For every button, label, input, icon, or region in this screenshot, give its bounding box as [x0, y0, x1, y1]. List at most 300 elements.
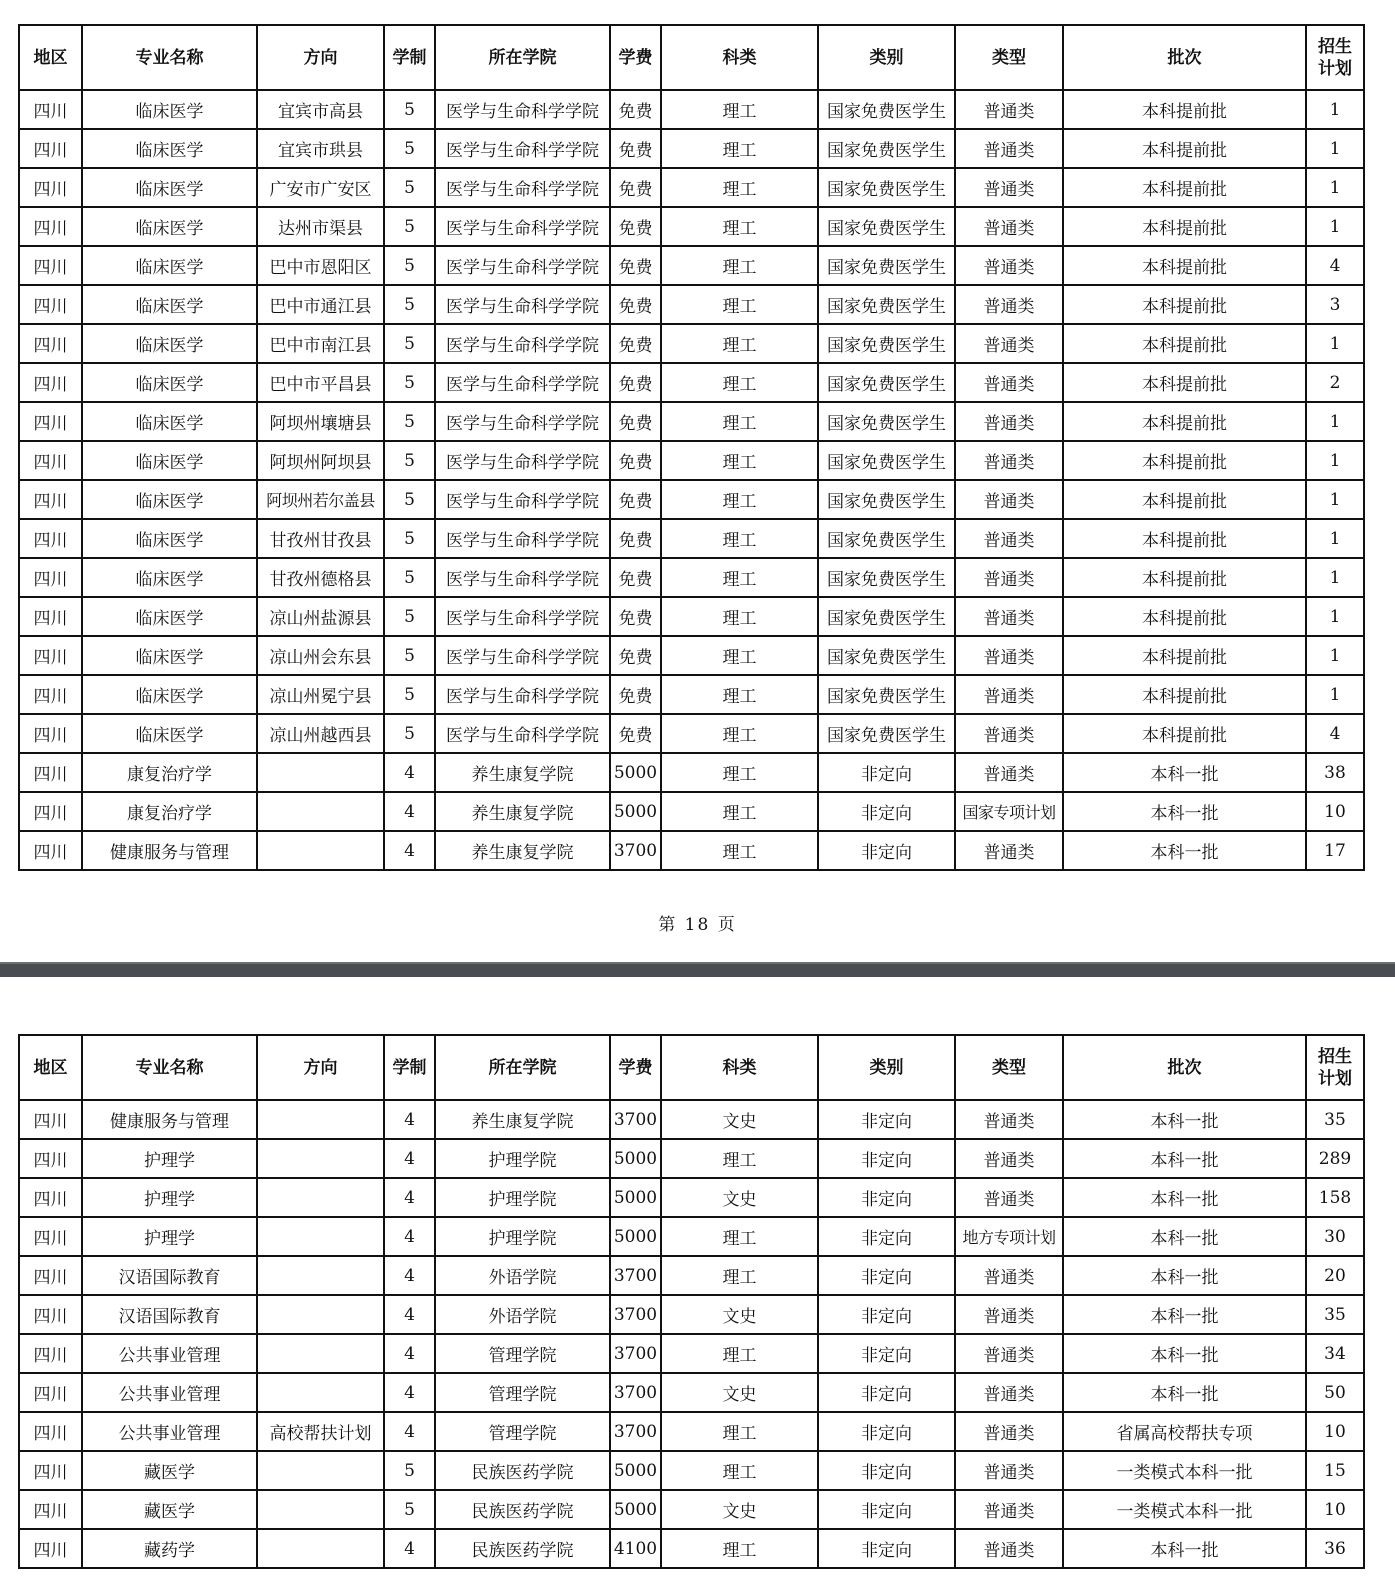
cell-major: 临床医学: [82, 129, 257, 168]
cell-duration: 4: [384, 1334, 435, 1373]
cell-category: 非定向: [818, 1139, 955, 1178]
cell-tuition: 免费: [610, 90, 661, 129]
cell-region: 四川: [19, 285, 82, 324]
cell-direction: [257, 1217, 384, 1256]
cell-duration: 4: [384, 1178, 435, 1217]
cell-duration: 5: [384, 519, 435, 558]
cell-type: 普通类: [955, 1256, 1063, 1295]
cell-category: 国家免费医学生: [818, 90, 955, 129]
cell-region: 四川: [19, 168, 82, 207]
cell-type: 普通类: [955, 363, 1063, 402]
cell-direction: 甘孜州甘孜县: [257, 519, 384, 558]
cell-college: 民族医药学院: [435, 1529, 610, 1568]
column-header-college: 所在学院: [435, 1035, 610, 1100]
cell-type: 普通类: [955, 168, 1063, 207]
cell-batch: 本科提前批: [1063, 519, 1306, 558]
table-row: [19, 129, 1364, 168]
cell-type: 普通类: [955, 1100, 1063, 1139]
column-header-batch: 批次: [1063, 1035, 1306, 1100]
column-header-duration: 学制: [384, 25, 435, 90]
cell-major: 临床医学: [82, 402, 257, 441]
table-row: [19, 597, 1364, 636]
cell-direction: 高校帮扶计划: [257, 1412, 384, 1451]
cell-tuition: 免费: [610, 441, 661, 480]
table-row: [19, 168, 1364, 207]
column-header-tuition: 学费: [610, 25, 661, 90]
cell-duration: 4: [384, 1217, 435, 1256]
cell-duration: 4: [384, 1529, 435, 1568]
cell-duration: 5: [384, 168, 435, 207]
cell-major: 临床医学: [82, 714, 257, 753]
cell-subject: 理工: [661, 1529, 818, 1568]
cell-major: 康复治疗学: [82, 753, 257, 792]
cell-college: 养生康复学院: [435, 753, 610, 792]
cell-type: 普通类: [955, 675, 1063, 714]
cell-major: 临床医学: [82, 207, 257, 246]
cell-quota: 34: [1306, 1334, 1364, 1373]
cell-direction: 甘孜州德格县: [257, 558, 384, 597]
cell-duration: 5: [384, 441, 435, 480]
cell-region: 四川: [19, 402, 82, 441]
cell-type: 普通类: [955, 480, 1063, 519]
cell-batch: 本科一批: [1063, 1100, 1306, 1139]
cell-major: 临床医学: [82, 519, 257, 558]
cell-duration: 5: [384, 285, 435, 324]
cell-college: 民族医药学院: [435, 1451, 610, 1490]
cell-college: 护理学院: [435, 1217, 610, 1256]
cell-batch: 本科提前批: [1063, 363, 1306, 402]
cell-category: 非定向: [818, 1373, 955, 1412]
cell-type: 普通类: [955, 636, 1063, 675]
cell-duration: 4: [384, 792, 435, 831]
cell-region: 四川: [19, 1529, 82, 1568]
cell-major: 临床医学: [82, 90, 257, 129]
table-row: [19, 90, 1364, 129]
table-header-row: [19, 25, 1364, 90]
cell-quota: 289: [1306, 1139, 1364, 1178]
cell-subject: 理工: [661, 675, 818, 714]
cell-quota: 10: [1306, 1412, 1364, 1451]
cell-quota: 1: [1306, 636, 1364, 675]
table-row: [19, 1100, 1364, 1139]
cell-direction: [257, 1178, 384, 1217]
cell-batch: 本科提前批: [1063, 207, 1306, 246]
cell-tuition: 免费: [610, 597, 661, 636]
column-header-category: 类别: [818, 25, 955, 90]
cell-subject: 理工: [661, 1256, 818, 1295]
cell-region: 四川: [19, 1490, 82, 1529]
table-row: [19, 246, 1364, 285]
cell-direction: 凉山州盐源县: [257, 597, 384, 636]
cell-tuition: 免费: [610, 480, 661, 519]
cell-category: 国家免费医学生: [818, 558, 955, 597]
column-header-region: 地区: [19, 1035, 82, 1100]
cell-type: 普通类: [955, 831, 1063, 870]
cell-category: 非定向: [818, 792, 955, 831]
cell-category: 国家免费医学生: [818, 402, 955, 441]
cell-tuition: 3700: [610, 1334, 661, 1373]
cell-type: 普通类: [955, 402, 1063, 441]
table-row: [19, 792, 1364, 831]
cell-duration: 5: [384, 675, 435, 714]
enrollment-table-page-19: [18, 1034, 1365, 1569]
column-header-college: 所在学院: [435, 25, 610, 90]
cell-region: 四川: [19, 792, 82, 831]
cell-duration: 5: [384, 402, 435, 441]
cell-batch: 一类模式本科一批: [1063, 1451, 1306, 1490]
cell-major: 临床医学: [82, 246, 257, 285]
cell-batch: 本科提前批: [1063, 675, 1306, 714]
table-row: [19, 1373, 1364, 1412]
cell-duration: 4: [384, 1256, 435, 1295]
cell-batch: 本科一批: [1063, 1529, 1306, 1568]
cell-subject: 理工: [661, 324, 818, 363]
cell-region: 四川: [19, 207, 82, 246]
cell-tuition: 免费: [610, 285, 661, 324]
cell-tuition: 免费: [610, 675, 661, 714]
cell-batch: 本科提前批: [1063, 441, 1306, 480]
cell-tuition: 免费: [610, 636, 661, 675]
cell-batch: 本科提前批: [1063, 246, 1306, 285]
cell-duration: 5: [384, 714, 435, 753]
cell-major: 藏药学: [82, 1529, 257, 1568]
cell-direction: 广安市广安区: [257, 168, 384, 207]
cell-category: 国家免费医学生: [818, 246, 955, 285]
cell-batch: 本科一批: [1063, 831, 1306, 870]
cell-batch: 本科一批: [1063, 792, 1306, 831]
cell-direction: [257, 792, 384, 831]
cell-type: 地方专项计划: [955, 1217, 1063, 1256]
cell-major: 临床医学: [82, 285, 257, 324]
cell-subject: 理工: [661, 441, 818, 480]
cell-batch: 本科提前批: [1063, 402, 1306, 441]
column-header-type: 类型: [955, 25, 1063, 90]
cell-quota: 35: [1306, 1295, 1364, 1334]
cell-type: 普通类: [955, 753, 1063, 792]
pdf-page-19: [0, 977, 1395, 1583]
cell-region: 四川: [19, 363, 82, 402]
cell-subject: 理工: [661, 1451, 818, 1490]
cell-batch: 本科一批: [1063, 1295, 1306, 1334]
cell-tuition: 免费: [610, 207, 661, 246]
cell-quota: 1: [1306, 402, 1364, 441]
cell-category: 非定向: [818, 1412, 955, 1451]
cell-duration: 5: [384, 129, 435, 168]
cell-region: 四川: [19, 1178, 82, 1217]
cell-college: 医学与生命科学学院: [435, 714, 610, 753]
cell-college: 管理学院: [435, 1412, 610, 1451]
cell-major: 临床医学: [82, 675, 257, 714]
cell-college: 养生康复学院: [435, 1100, 610, 1139]
cell-duration: 4: [384, 1412, 435, 1451]
cell-college: 医学与生命科学学院: [435, 597, 610, 636]
cell-college: 管理学院: [435, 1334, 610, 1373]
cell-batch: 一类模式本科一批: [1063, 1490, 1306, 1529]
cell-college: 外语学院: [435, 1256, 610, 1295]
cell-tuition: 5000: [610, 792, 661, 831]
cell-tuition: 3700: [610, 831, 661, 870]
cell-college: 医学与生命科学学院: [435, 129, 610, 168]
cell-major: 临床医学: [82, 558, 257, 597]
cell-category: 国家免费医学生: [818, 207, 955, 246]
cell-region: 四川: [19, 324, 82, 363]
cell-quota: 2: [1306, 363, 1364, 402]
table-row: [19, 675, 1364, 714]
cell-batch: 本科一批: [1063, 1256, 1306, 1295]
table-row: [19, 831, 1364, 870]
column-header-major: 专业名称: [82, 25, 257, 90]
cell-major: 护理学: [82, 1139, 257, 1178]
cell-category: 非定向: [818, 1217, 955, 1256]
cell-category: 国家免费医学生: [818, 480, 955, 519]
cell-direction: 凉山州越西县: [257, 714, 384, 753]
cell-type: 普通类: [955, 1373, 1063, 1412]
table-row: [19, 714, 1364, 753]
cell-subject: 理工: [661, 129, 818, 168]
cell-duration: 5: [384, 558, 435, 597]
column-header-category: 类别: [818, 1035, 955, 1100]
cell-college: 医学与生命科学学院: [435, 363, 610, 402]
table-row: [19, 1334, 1364, 1373]
cell-duration: 5: [384, 90, 435, 129]
cell-region: 四川: [19, 1451, 82, 1490]
cell-type: 国家专项计划: [955, 792, 1063, 831]
cell-quota: 1: [1306, 519, 1364, 558]
cell-subject: 理工: [661, 831, 818, 870]
cell-batch: 本科一批: [1063, 1178, 1306, 1217]
cell-subject: 理工: [661, 714, 818, 753]
cell-direction: [257, 1256, 384, 1295]
table-row: [19, 1412, 1364, 1451]
column-header-batch: 批次: [1063, 25, 1306, 90]
cell-batch: 本科提前批: [1063, 480, 1306, 519]
cell-quota: 1: [1306, 90, 1364, 129]
cell-duration: 4: [384, 1295, 435, 1334]
cell-subject: 理工: [661, 1139, 818, 1178]
cell-quota: 3: [1306, 285, 1364, 324]
cell-college: 护理学院: [435, 1178, 610, 1217]
cell-batch: 本科提前批: [1063, 90, 1306, 129]
cell-direction: 阿坝州阿坝县: [257, 441, 384, 480]
cell-batch: 本科提前批: [1063, 558, 1306, 597]
cell-tuition: 免费: [610, 519, 661, 558]
cell-region: 四川: [19, 714, 82, 753]
cell-batch: 本科提前批: [1063, 714, 1306, 753]
table-row: [19, 441, 1364, 480]
cell-category: 国家免费医学生: [818, 324, 955, 363]
cell-region: 四川: [19, 129, 82, 168]
cell-subject: 文史: [661, 1373, 818, 1412]
cell-region: 四川: [19, 1412, 82, 1451]
cell-direction: 巴中市南江县: [257, 324, 384, 363]
cell-major: 临床医学: [82, 363, 257, 402]
cell-region: 四川: [19, 1373, 82, 1412]
cell-subject: 文史: [661, 1100, 818, 1139]
cell-region: 四川: [19, 636, 82, 675]
cell-category: 非定向: [818, 1256, 955, 1295]
cell-type: 普通类: [955, 1529, 1063, 1568]
cell-direction: 巴中市恩阳区: [257, 246, 384, 285]
cell-quota: 50: [1306, 1373, 1364, 1412]
cell-direction: [257, 1139, 384, 1178]
cell-category: 非定向: [818, 1100, 955, 1139]
cell-type: 普通类: [955, 714, 1063, 753]
cell-region: 四川: [19, 441, 82, 480]
cell-category: 非定向: [818, 1490, 955, 1529]
cell-quota: 20: [1306, 1256, 1364, 1295]
column-header-direction: 方向: [257, 1035, 384, 1100]
cell-duration: 5: [384, 1490, 435, 1529]
cell-subject: 理工: [661, 1334, 818, 1373]
cell-subject: 理工: [661, 246, 818, 285]
column-header-duration: 学制: [384, 1035, 435, 1100]
cell-region: 四川: [19, 1295, 82, 1334]
cell-college: 医学与生命科学学院: [435, 441, 610, 480]
cell-tuition: 3700: [610, 1256, 661, 1295]
cell-type: 普通类: [955, 1490, 1063, 1529]
cell-tuition: 4100: [610, 1529, 661, 1568]
cell-duration: 4: [384, 1373, 435, 1412]
cell-subject: 理工: [661, 402, 818, 441]
cell-batch: 本科一批: [1063, 1373, 1306, 1412]
cell-region: 四川: [19, 1334, 82, 1373]
cell-region: 四川: [19, 1217, 82, 1256]
cell-subject: 理工: [661, 207, 818, 246]
cell-quota: 1: [1306, 675, 1364, 714]
cell-type: 普通类: [955, 90, 1063, 129]
table-row: [19, 1529, 1364, 1568]
cell-direction: 宜宾市高县: [257, 90, 384, 129]
cell-quota: 1: [1306, 168, 1364, 207]
cell-quota: 1: [1306, 597, 1364, 636]
cell-college: 医学与生命科学学院: [435, 519, 610, 558]
cell-category: 非定向: [818, 1529, 955, 1568]
page-separator: [0, 962, 1395, 977]
cell-tuition: 免费: [610, 168, 661, 207]
table-body: [19, 1100, 1364, 1568]
column-header-quota: 招生 计划: [1306, 25, 1364, 90]
cell-duration: 5: [384, 1451, 435, 1490]
cell-category: 国家免费医学生: [818, 636, 955, 675]
cell-type: 普通类: [955, 1295, 1063, 1334]
cell-subject: 理工: [661, 90, 818, 129]
cell-duration: 5: [384, 636, 435, 675]
cell-type: 普通类: [955, 441, 1063, 480]
cell-tuition: 免费: [610, 324, 661, 363]
cell-category: 非定向: [818, 1295, 955, 1334]
cell-tuition: 免费: [610, 714, 661, 753]
cell-type: 普通类: [955, 1334, 1063, 1373]
cell-type: 普通类: [955, 1178, 1063, 1217]
cell-region: 四川: [19, 597, 82, 636]
table-row: [19, 519, 1364, 558]
cell-subject: 文史: [661, 1295, 818, 1334]
cell-direction: 凉山州会东县: [257, 636, 384, 675]
table-header-row: [19, 1035, 1364, 1100]
cell-college: 医学与生命科学学院: [435, 675, 610, 714]
cell-tuition: 5000: [610, 1451, 661, 1490]
cell-category: 国家免费医学生: [818, 129, 955, 168]
cell-college: 医学与生命科学学院: [435, 168, 610, 207]
cell-quota: 4: [1306, 714, 1364, 753]
cell-tuition: 免费: [610, 246, 661, 285]
table-row: [19, 753, 1364, 792]
cell-category: 非定向: [818, 831, 955, 870]
cell-quota: 158: [1306, 1178, 1364, 1217]
cell-tuition: 5000: [610, 1178, 661, 1217]
cell-major: 公共事业管理: [82, 1373, 257, 1412]
cell-type: 普通类: [955, 246, 1063, 285]
cell-subject: 文史: [661, 1178, 818, 1217]
cell-category: 国家免费医学生: [818, 363, 955, 402]
cell-type: 普通类: [955, 207, 1063, 246]
cell-major: 临床医学: [82, 324, 257, 363]
cell-quota: 1: [1306, 207, 1364, 246]
cell-college: 养生康复学院: [435, 831, 610, 870]
cell-batch: 本科一批: [1063, 1334, 1306, 1373]
cell-subject: 理工: [661, 519, 818, 558]
cell-duration: 5: [384, 480, 435, 519]
cell-batch: 本科提前批: [1063, 285, 1306, 324]
cell-duration: 5: [384, 246, 435, 285]
cell-type: 普通类: [955, 129, 1063, 168]
cell-duration: 5: [384, 363, 435, 402]
cell-quota: 1: [1306, 480, 1364, 519]
cell-tuition: 5000: [610, 1217, 661, 1256]
cell-quota: 1: [1306, 441, 1364, 480]
cell-tuition: 5000: [610, 753, 661, 792]
cell-subject: 理工: [661, 792, 818, 831]
cell-category: 非定向: [818, 1451, 955, 1490]
cell-region: 四川: [19, 558, 82, 597]
cell-college: 管理学院: [435, 1373, 610, 1412]
cell-quota: 10: [1306, 1490, 1364, 1529]
cell-category: 国家免费医学生: [818, 519, 955, 558]
cell-college: 医学与生命科学学院: [435, 207, 610, 246]
cell-college: 医学与生命科学学院: [435, 285, 610, 324]
cell-subject: 理工: [661, 1412, 818, 1451]
cell-type: 普通类: [955, 1412, 1063, 1451]
cell-college: 医学与生命科学学院: [435, 324, 610, 363]
table-row: [19, 636, 1364, 675]
cell-major: 护理学: [82, 1217, 257, 1256]
cell-category: 非定向: [818, 1334, 955, 1373]
cell-direction: 巴中市平昌县: [257, 363, 384, 402]
cell-major: 藏医学: [82, 1490, 257, 1529]
cell-direction: 宜宾市珙县: [257, 129, 384, 168]
cell-subject: 理工: [661, 1217, 818, 1256]
cell-major: 公共事业管理: [82, 1412, 257, 1451]
cell-tuition: 3700: [610, 1373, 661, 1412]
cell-batch: 本科提前批: [1063, 636, 1306, 675]
cell-category: 非定向: [818, 1178, 955, 1217]
cell-college: 医学与生命科学学院: [435, 90, 610, 129]
cell-type: 普通类: [955, 285, 1063, 324]
cell-duration: 4: [384, 1139, 435, 1178]
cell-quota: 10: [1306, 792, 1364, 831]
cell-direction: [257, 831, 384, 870]
cell-region: 四川: [19, 1139, 82, 1178]
table-body: [19, 90, 1364, 870]
cell-subject: 理工: [661, 480, 818, 519]
cell-college: 医学与生命科学学院: [435, 636, 610, 675]
cell-batch: 本科提前批: [1063, 129, 1306, 168]
cell-direction: 达州市渠县: [257, 207, 384, 246]
cell-type: 普通类: [955, 597, 1063, 636]
table-row: [19, 1178, 1364, 1217]
cell-subject: 理工: [661, 285, 818, 324]
cell-direction: 阿坝州壤塘县: [257, 402, 384, 441]
